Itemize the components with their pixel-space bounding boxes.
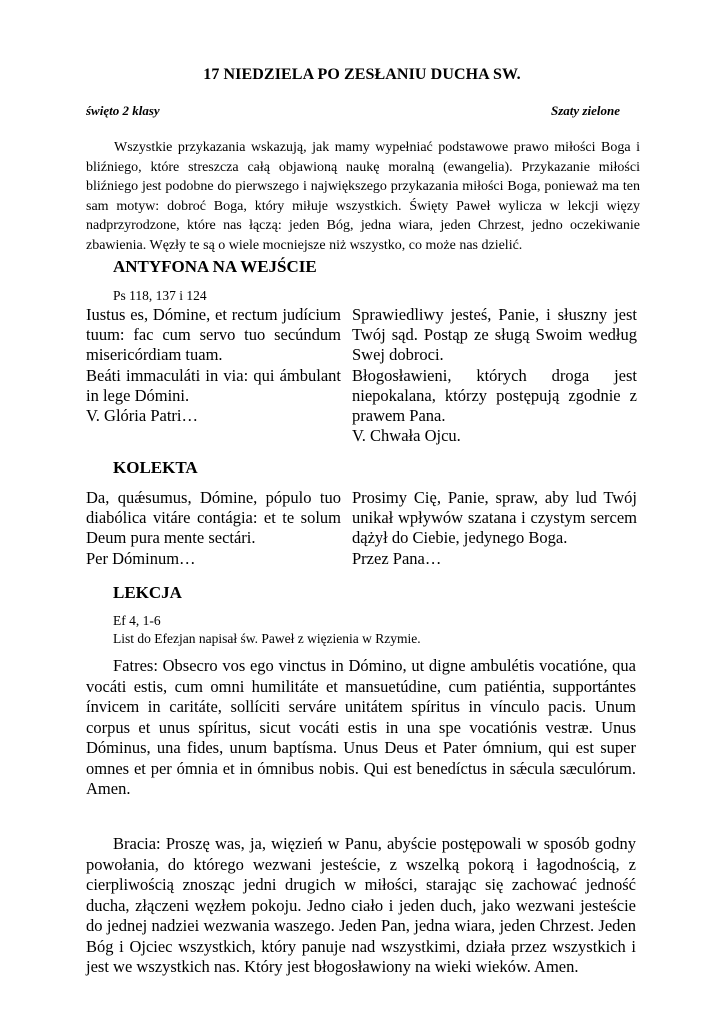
kolekta-polish-line: Przez Pana… [352,548,442,568]
feast-class: święto 2 klasy [86,103,160,118]
antyfona-latin-line: Beáti immaculáti in via: qui ámbulant in lege Dómini. [86,365,341,405]
lekcja-polish-text: Bracia: Proszę was, ja, więzień w Panu, abyście postępowali w sposób godny powołania, do którego wezwani jesteście, z wszelką pokorą i łagodnością, z cierpliwością znosząc jedni drugich w miłości, starając się zachować jedność ducha, złączeni węzłem pokoju. Jedno ciało i jeden duch, jako wezwani jesteście do jednej nadziei wezwania waszego. Jeden Pan, jedna wiara, jeden Chrzest. Jeden Bóg i Ojciec wszystkich, który panuje nad wszystkimi, działa przez wszystkich i jest we wszystkich nas. Który jest błogosławiony na wieki wieków. Amen. [86,834,636,976]
lekcja-latin-text: Fatres: Obsecro vos ego vinctus in Dómino, ut digne ambulétis vocatióne, qua vocáti estis, cum omni humilitáte et mansuetúdine, cum patiéntia, supportántes ínvicem in caritáte, sollíciti serváre unitátem spíritus in vínculo pacis. Unum corpus et unus spíritus, sicut vocáti estis in una spe vocatiónis vestræ. Unus Dóminus, una fides, unum baptísma. Unus Deus et Pater ómnium, qui est super omnes et per ómnia et in ómnibus nobis. Qui est benedíctus in sǽcula sæculórum. Amen. [86,656,636,798]
antyfona-heading: ANTYFONA NA WEJŚCIE [113,257,317,276]
antyfona-polish-line: Sprawiedliwy jesteś, Panie, i słuszny jest Twój sąd. Postąp ze sługą Swoim według Swej dobroci. [352,305,637,365]
antyfona-polish-line: Błogosławieni, których droga jest niepokalana, którzy postępują zgodnie z prawem Pana. [352,365,637,426]
kolekta-polish [352,488,637,569]
kolekta-polish-line: Prosimy Cię, Panie, spraw, aby lud Twój unikał wpływów szatana i czystym sercem dążył do Ciebie, jedynego Boga. [352,488,637,548]
antyfona-latin [86,305,341,426]
kolekta-heading: KOLEKTA [113,458,198,477]
lekcja-heading: LEKCJA [113,583,182,602]
page-title: 17 NIEDZIELA PO ZESŁANIU DUCHA SW. [203,66,521,83]
antyfona-polish [352,305,637,446]
antyfona-polish-line: V. Chwała Ojcu. [352,426,461,446]
antyfona-latin-line: V. Glória Patri… [86,406,198,426]
vestment-color: Szaty zielone [551,103,620,118]
antyfona-reference: Ps 118, 137 i 124 [113,288,207,303]
lekcja-note: List do Efezjan napisał św. Paweł z więzienia w Rzymie. [113,631,421,646]
kolekta-latin-line: Da, quǽsumus, Dómine, pópulo tuo diabólica vitáre contágia: et te solum Deum pura mente sectári. [86,488,341,548]
intro-paragraph: Wszystkie przykazania wskazują, jak mamy wypełniać podstawowe prawo miłości Boga i bliźniego, które streszcza całą objawioną naukę moralną (ewangelia). Przykazanie miłości bliźniego jest podobne do pierwszego i największego przykazania miłości Boga, ponieważ ma ten sam motyw: dobroć Boga, który miłuje wszystkich. Święty Paweł wylicza w lekcji więzy nadprzyrodzone, które nas łączą: jeden Bóg, jedna wiara, jeden Chrzest, jedno oczekiwanie zbawienia. Węzły te są o wiele mocniejsze niż wszystko, co może nas dzielić. [86,140,640,253]
antyfona-latin-line: Iustus es, Dómine, et rectum judícium tuum: fac cum servo tuo secúndum misericórdiam tuam. [86,305,341,365]
lekcja-reference: Ef 4, 1-6 [113,613,161,628]
kolekta-latin-line: Per Dóminum… [86,548,196,568]
kolekta-latin [86,488,341,569]
